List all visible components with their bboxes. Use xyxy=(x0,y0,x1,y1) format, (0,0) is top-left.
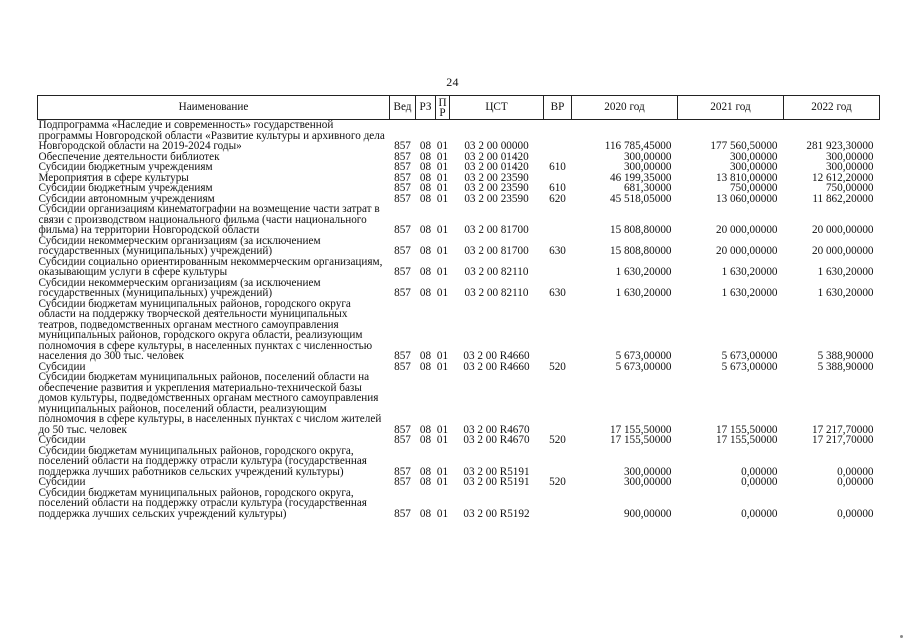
cell-2022: 12 612,20000 xyxy=(811,171,874,184)
cell-pr: 01 xyxy=(436,224,449,236)
table-row xyxy=(38,488,880,520)
cell-vr: 630 xyxy=(549,245,566,257)
cell-name: Субсидии xyxy=(38,360,86,373)
cell-2020: 300,00000 xyxy=(623,465,672,478)
cell-pr: 01 xyxy=(436,287,449,299)
cell-ved: 857 xyxy=(394,182,411,194)
cell-2021: 0,00000 xyxy=(741,476,778,488)
cell-ved: 857 xyxy=(394,423,411,436)
cell-2022: 11 862,20000 xyxy=(812,192,874,205)
cell-2022: 0,00000 xyxy=(837,476,874,488)
cell-2022: 750,00000 xyxy=(825,182,874,194)
cell-rz: 08 xyxy=(419,287,432,299)
cell-cst: 03 2 00 82110 xyxy=(464,266,529,278)
cell-pr: 01 xyxy=(436,140,449,152)
cell-name: Субсидии социально ориентированным некоммерческим организациям, оказывающим услуги в сфере культуры xyxy=(38,255,383,278)
cell-2022: 20 000,00000 xyxy=(811,245,874,257)
cell-ved: 857 xyxy=(394,350,411,362)
cell-pr: 01 xyxy=(436,171,449,184)
cell-pr: 01 xyxy=(436,507,449,520)
cell-name: Субсидии xyxy=(38,434,86,446)
cell-pr: 01 xyxy=(436,161,449,173)
cell-2022: 0,00000 xyxy=(837,465,874,478)
table-row xyxy=(38,257,880,278)
cell-pr: 01 xyxy=(436,266,449,278)
cell-2021: 1 630,20000 xyxy=(721,266,778,278)
table-row xyxy=(38,183,880,194)
cell-vr: 520 xyxy=(549,434,566,446)
cell-rz: 08 xyxy=(419,182,432,194)
cell-pr: 01 xyxy=(436,182,449,194)
table-row xyxy=(38,162,880,173)
cell-2020: 300,00000 xyxy=(623,150,672,163)
cell-pr: 01 xyxy=(436,423,449,436)
cell-2021: 5 673,00000 xyxy=(721,360,778,373)
cell-rz: 08 xyxy=(419,434,432,446)
cell-name: Субсидии бюджетам муниципальных районов, городского округа, поселений области на поддержку отрасли культура (государственная поддержка лучших работников сельских учреждений культуры) xyxy=(38,444,367,478)
cell-cst: 03 2 00 R4660 xyxy=(463,350,530,362)
cell-2020: 116 785,45000 xyxy=(604,140,672,152)
scan-artifact xyxy=(900,635,903,638)
header-pr xyxy=(436,96,450,120)
cell-cst: 03 2 00 R4670 xyxy=(463,423,530,436)
cell-pr: 01 xyxy=(436,476,449,488)
cell-2022: 300,00000 xyxy=(825,161,874,173)
cell-2020: 900,00000 xyxy=(623,507,672,520)
cell-2020: 45 518,05000 xyxy=(609,192,672,205)
cell-2020: 1 630,20000 xyxy=(615,266,672,278)
table-row xyxy=(38,236,880,257)
cell-cst: 03 2 00 23590 xyxy=(464,192,529,205)
cell-ved: 857 xyxy=(394,140,411,152)
cell-ved: 857 xyxy=(394,507,411,520)
cell-2021: 177 560,50000 xyxy=(710,140,778,152)
cell-rz: 08 xyxy=(419,192,432,205)
cell-rz: 08 xyxy=(419,161,432,173)
cell-name: Обеспечение деятельности библиотек xyxy=(38,150,220,163)
cell-name: Субсидии xyxy=(38,476,86,488)
cell-ved: 857 xyxy=(394,434,411,446)
cell-pr: 01 xyxy=(436,465,449,478)
table-row xyxy=(38,446,880,478)
cell-name: Подпрограмма «Наследие и современность» государственной программы Новгородской области «Развитие культуры и архивного дела Новгородской области на 2019-2024 годы» xyxy=(38,119,385,152)
cell-2020: 681,30000 xyxy=(623,182,672,194)
cell-name: Субсидии бюджетам муниципальных районов, поселений области на обеспечение развития и укрепления материально-технической базы домов культуры, подведомственных органам местного самоуправления муниципальных районов, поселений области, реализующим полномочия в сфере культуры, в населенных пунктах с числом жителей до 50 тыс. человек xyxy=(38,371,382,436)
cell-pr: 01 xyxy=(436,434,449,446)
cell-2022: 1 630,20000 xyxy=(817,287,874,299)
cell-cst: 03 2 00 R4670 xyxy=(463,434,530,446)
cell-cst: 03 2 00 R5192 xyxy=(463,507,530,520)
cell-ved: 857 xyxy=(394,287,411,299)
cell-rz: 08 xyxy=(419,360,432,373)
cell-ved: 857 xyxy=(394,245,411,257)
cell-name: Субсидии организациям кинематографии на возмещение части затрат в связи с производством национального фильма (части национального фильма) на территории Новгородской области xyxy=(38,203,380,236)
cell-name: Мероприятия в сфере культуры xyxy=(38,171,189,184)
cell-cst: 03 2 00 R5191 xyxy=(463,465,530,478)
cell-2022: 5 388,90000 xyxy=(817,360,874,373)
table-row xyxy=(38,120,880,152)
cell-rz: 08 xyxy=(419,224,432,236)
cell-2020: 5 673,00000 xyxy=(615,350,672,362)
cell-2021: 300,00000 xyxy=(729,150,778,163)
cell-ved: 857 xyxy=(394,266,411,278)
cell-2022: 281 923,30000 xyxy=(806,140,874,152)
page-number: 24 xyxy=(446,75,459,89)
header-cst: ЦСТ xyxy=(450,96,544,120)
cell-cst: 03 2 00 01420 xyxy=(464,161,529,173)
cell-2021: 13 060,00000 xyxy=(715,192,778,205)
cell-2021: 13 810,00000 xyxy=(715,171,778,184)
cell-vr: 520 xyxy=(549,476,566,488)
cell-vr xyxy=(544,204,572,236)
cell-2021: 17 155,50000 xyxy=(715,434,778,446)
cell-2022: 20 000,00000 xyxy=(811,224,874,236)
header-2020: 2020 год xyxy=(572,96,678,120)
cell-vr: 610 xyxy=(549,182,566,194)
header-vr: ВР xyxy=(544,96,572,120)
header-rz: РЗ xyxy=(416,96,436,120)
cell-cst: 03 2 00 23590 xyxy=(464,182,529,194)
cell-rz: 08 xyxy=(419,423,432,436)
cell-name: Субсидии некоммерческим организациям (за исключением государственных (муниципальных) учреждений) xyxy=(38,276,321,299)
cell-ved: 857 xyxy=(394,465,411,478)
cell-2021: 5 673,00000 xyxy=(721,350,778,362)
table-row xyxy=(38,435,880,446)
cell-ved: 857 xyxy=(394,360,411,373)
cell-cst: 03 2 00 23590 xyxy=(464,171,529,184)
cell-vr xyxy=(544,257,572,278)
cell-pr: 01 xyxy=(436,360,449,373)
cell-2021: 20 000,00000 xyxy=(715,224,778,236)
cell-2022: 17 217,70000 xyxy=(811,423,874,436)
cell-name: Субсидии бюджетным учреждениям xyxy=(38,182,213,194)
cell-vr: 610 xyxy=(549,161,566,173)
cell-pr: 01 xyxy=(436,192,449,205)
cell-2022: 17 217,70000 xyxy=(811,434,874,446)
cell-ved: 857 xyxy=(394,192,411,205)
table-row xyxy=(38,477,880,488)
cell-rz: 08 xyxy=(419,465,432,478)
cell-rz: 08 xyxy=(419,245,432,257)
cell-2021: 17 155,50000 xyxy=(715,423,778,436)
table-row xyxy=(38,299,880,362)
cell-2022: 0,00000 xyxy=(837,507,874,520)
cell-2021: 1 630,20000 xyxy=(721,287,778,299)
cell-2021: 0,00000 xyxy=(741,507,778,520)
cell-pr: 01 xyxy=(436,350,449,362)
cell-name: Субсидии бюджетам муниципальных районов, городского округа, поселений области на поддержку отрасли культура (государственная поддержка лучших сельских учреждений культуры) xyxy=(38,486,367,520)
cell-ved: 857 xyxy=(394,476,411,488)
cell-ved: 857 xyxy=(394,161,411,173)
cell-vr xyxy=(544,446,572,478)
header-2022: 2022 год xyxy=(784,96,880,120)
cell-2020: 300,00000 xyxy=(623,161,672,173)
budget-table xyxy=(37,95,880,519)
cell-rz: 08 xyxy=(419,476,432,488)
cell-cst: 03 2 00 01420 xyxy=(464,150,529,163)
table-row xyxy=(38,278,880,299)
header-pr-bottom: Р xyxy=(439,106,446,119)
cell-2020: 300,00000 xyxy=(623,476,672,488)
cell-2020: 17 155,50000 xyxy=(609,434,672,446)
cell-name: Субсидии автономным учреждениям xyxy=(38,192,215,205)
cell-rz: 08 xyxy=(419,171,432,184)
table-body xyxy=(38,120,880,520)
cell-ved: 857 xyxy=(394,171,411,184)
cell-ved: 857 xyxy=(394,224,411,236)
table-header xyxy=(38,96,880,120)
table-row xyxy=(38,372,880,435)
cell-2021: 300,00000 xyxy=(729,161,778,173)
cell-vr xyxy=(544,120,572,152)
cell-cst: 03 2 00 81700 xyxy=(464,224,529,236)
cell-cst: 03 2 00 82110 xyxy=(464,287,529,299)
header-ved: Вед xyxy=(390,96,416,120)
cell-cst: 03 2 00 00000 xyxy=(464,140,529,152)
cell-2020: 15 808,80000 xyxy=(609,224,672,236)
cell-cst: 03 2 00 R4660 xyxy=(463,360,530,373)
cell-rz: 08 xyxy=(419,150,432,163)
cell-name: Субсидии некоммерческим организациям (за исключением государственных (муниципальных) учреждений) xyxy=(38,234,321,257)
cell-2022: 5 388,90000 xyxy=(817,350,874,362)
cell-2022: 1 630,20000 xyxy=(817,266,874,278)
cell-rz: 08 xyxy=(419,507,432,520)
cell-vr: 630 xyxy=(549,287,566,299)
cell-vr: 620 xyxy=(549,192,566,205)
cell-2020: 46 199,35000 xyxy=(609,171,672,184)
cell-vr xyxy=(544,488,572,520)
cell-2020: 1 630,20000 xyxy=(615,287,672,299)
cell-rz: 08 xyxy=(419,266,432,278)
header-name: Наименование xyxy=(38,96,390,120)
cell-vr xyxy=(544,299,572,362)
table-row xyxy=(38,204,880,236)
cell-2021: 20 000,00000 xyxy=(715,245,778,257)
cell-ved: 857 xyxy=(394,150,411,163)
cell-pr: 01 xyxy=(436,150,449,163)
cell-2020: 5 673,00000 xyxy=(615,360,672,373)
cell-vr: 520 xyxy=(549,360,566,373)
cell-name: Субсидии бюджетам муниципальных районов, городского округа области на поддержку творческой деятельности муниципальных театров, подведомственных органам местного самоуправления муниципальных районов, городского округа области, реализующим полномочия в сфере культуры, в населенных пунктах с численностью населения до 300 тыс. человек xyxy=(38,297,373,362)
cell-pr: 01 xyxy=(436,245,449,257)
cell-2020: 17 155,50000 xyxy=(609,423,672,436)
cell-2021: 0,00000 xyxy=(741,465,778,478)
cell-name: Субсидии бюджетным учреждениям xyxy=(38,161,213,173)
cell-2020: 15 808,80000 xyxy=(609,245,672,257)
header-2021: 2021 год xyxy=(678,96,784,120)
cell-2021: 750,00000 xyxy=(729,182,778,194)
cell-rz: 08 xyxy=(419,350,432,362)
cell-cst: 03 2 00 81700 xyxy=(464,245,529,257)
cell-rz: 08 xyxy=(419,140,432,152)
header-pr-top: П xyxy=(438,96,447,109)
cell-vr xyxy=(544,372,572,435)
cell-2022: 300,00000 xyxy=(825,150,874,163)
cell-cst: 03 2 00 R5191 xyxy=(463,476,530,488)
